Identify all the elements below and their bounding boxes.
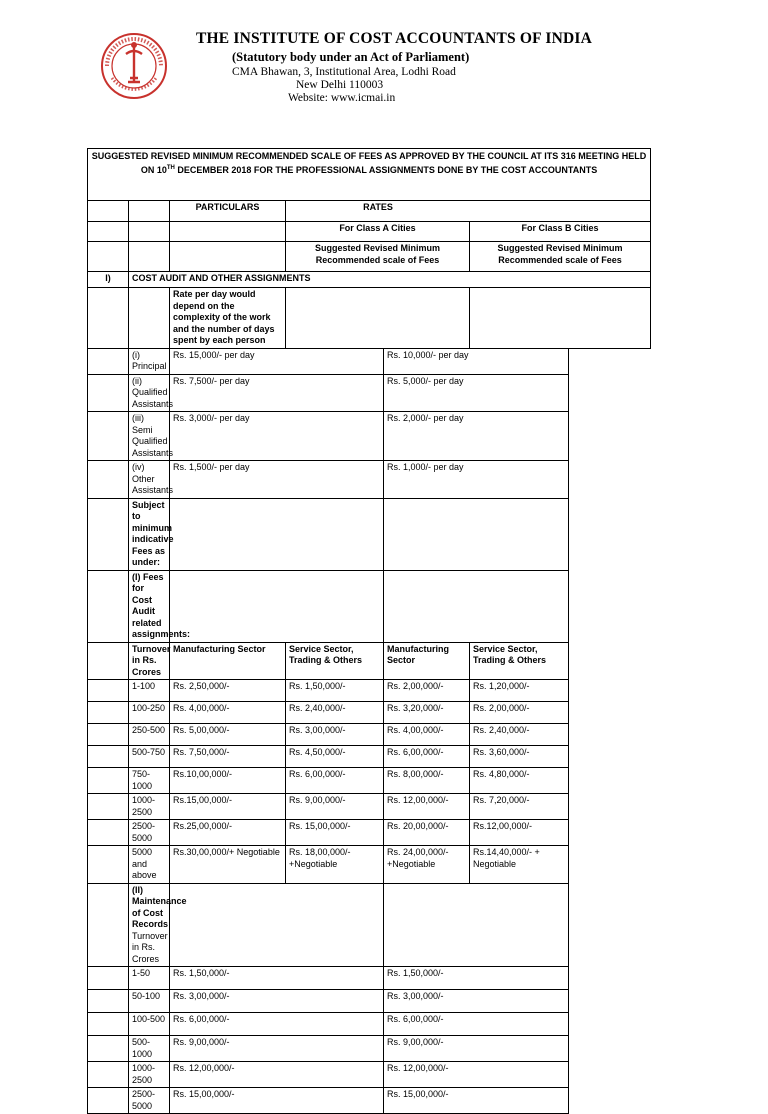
records-fee-row: [88, 1062, 651, 1088]
audit-fee-row: [88, 724, 651, 746]
records-class-a: Rs. 6,00,000/-: [170, 1013, 384, 1036]
header-row-1: [88, 201, 651, 222]
subject-note: Subject to minimum indicative Fees as under:: [129, 498, 170, 570]
records-turnover: 2500-5000: [129, 1088, 170, 1114]
records-fee-row: [88, 1088, 651, 1114]
rate-note: Rate per day would depend on the complexity of the work and the number of days spent by each person: [170, 288, 286, 349]
records-class-b: Rs. 3,00,000/-: [384, 990, 569, 1013]
records-class-a: Rs. 3,00,000/-: [170, 990, 384, 1013]
audit-class-b-mfg: Rs. 12,00,000/-: [384, 794, 470, 820]
class-a-head: For Class A Cities: [286, 222, 470, 242]
audit-col-mfg-a: Manufacturing Sector: [170, 642, 286, 680]
audit-class-b-svc: Rs. 2,00,000/-: [470, 702, 569, 724]
audit-header-row: [88, 642, 651, 680]
spacer-cell: [88, 967, 129, 990]
spacer-cell: [88, 461, 129, 499]
audit-turnover: 500-750: [129, 746, 170, 768]
records-fee-row: [88, 1013, 651, 1036]
records-subtitle: Turnover in Rs. Crores: [132, 930, 168, 964]
spacer-cell: [88, 1013, 129, 1036]
audit-class-b-mfg: Rs. 2,00,000/-: [384, 680, 470, 702]
audit-turnover: 1000-2500: [129, 794, 170, 820]
audit-class-b-mfg: Rs. 24,00,000/- +Negotiable: [384, 846, 470, 884]
spacer-cell: [88, 1088, 129, 1114]
particulars-head: PARTICULARS: [170, 201, 286, 222]
audit-class-b-svc: Rs.14,40,000/- + Negotiable: [470, 846, 569, 884]
audit-class-b-mfg: Rs. 8,00,000/-: [384, 768, 470, 794]
audit-class-a-svc: Rs. 1,50,000/-: [286, 680, 384, 702]
records-class-b: Rs. 12,00,000/-: [384, 1062, 569, 1088]
day-rates-body: [88, 348, 651, 498]
day-rate-row: [88, 374, 651, 412]
day-rate-class-b: Rs. 5,000/- per day: [384, 374, 569, 412]
records-turnover: 50-100: [129, 990, 170, 1013]
section-1-title: COST AUDIT AND OTHER ASSIGNMENTS: [129, 272, 651, 288]
records-title-row: [88, 883, 651, 967]
day-rate-class-a: Rs. 3,000/- per day: [170, 412, 384, 461]
audit-fee-row: [88, 846, 651, 884]
audit-turnover: 750-1000: [129, 768, 170, 794]
audit-fee-row: [88, 680, 651, 702]
rates-head: RATES: [286, 201, 651, 222]
audit-class-a-mfg: Rs. 2,50,000/-: [170, 680, 286, 702]
records-fee-row: [88, 967, 651, 990]
audit-fee-row: [88, 768, 651, 794]
audit-fee-row: [88, 820, 651, 846]
audit-class-b-svc: Rs. 1,20,000/-: [470, 680, 569, 702]
audit-class-b-mfg: Rs. 3,20,000/-: [384, 702, 470, 724]
audit-title-row: [88, 570, 651, 642]
audit-class-a-svc: Rs. 2,40,000/-: [286, 702, 384, 724]
audit-class-b-svc: Rs. 4,80,000/-: [470, 768, 569, 794]
records-fee-row: [88, 990, 651, 1013]
audit-class-b-svc: Rs.12,00,000/-: [470, 820, 569, 846]
class-b-suggested: Suggested Revised Minimum Recommended scale of Fees: [470, 242, 651, 272]
audit-class-a-mfg: Rs.15,00,000/-: [170, 794, 286, 820]
audit-class-b-svc: Rs. 7,20,000/-: [470, 794, 569, 820]
audit-class-a-mfg: Rs.10,00,000/-: [170, 768, 286, 794]
spacer-cell: [88, 990, 129, 1013]
records-class-b: Rs. 6,00,000/-: [384, 1013, 569, 1036]
spacer-cell: [88, 1062, 129, 1088]
audit-turnover: 2500-5000: [129, 820, 170, 846]
audit-fee-row: [88, 746, 651, 768]
audit-class-b-svc: Rs. 3,60,000/-: [470, 746, 569, 768]
day-rate-class-a: Rs. 15,000/- per day: [170, 348, 384, 374]
spacer-cell: [88, 794, 129, 820]
records-class-b: Rs. 15,00,000/-: [384, 1088, 569, 1114]
audit-col-turnover: Turnover in Rs. Crores: [129, 642, 170, 680]
audit-class-b-mfg: Rs. 4,00,000/-: [384, 724, 470, 746]
spacer-cell: [88, 820, 129, 846]
audit-class-a-mfg: Rs. 4,00,000/-: [170, 702, 286, 724]
class-b-head: For Class B Cities: [470, 222, 651, 242]
audit-turnover: 1-100: [129, 680, 170, 702]
banner-line-2: ON 10TH DECEMBER 2018 FOR THE PROFESSIONAL ASSIGNMENTS DONE BY THE COST ACCOUNTANTS: [140, 164, 598, 175]
audit-class-a-mfg: Rs. 7,50,000/-: [170, 746, 286, 768]
audit-class-a-mfg: Rs.30,00,000/+ Negotiable: [170, 846, 286, 884]
records-class-a: Rs. 15,00,000/-: [170, 1088, 384, 1114]
day-rate-class-b: Rs. 10,000/- per day: [384, 348, 569, 374]
records-rows-body: [88, 967, 651, 1114]
audit-col-mfg-b: Manufacturing Sector: [384, 642, 470, 680]
day-rate-class-b: Rs. 1,000/- per day: [384, 461, 569, 499]
records-class-a: Rs. 1,50,000/-: [170, 967, 384, 990]
audit-rows-body: [88, 680, 651, 884]
spacer-cell: [88, 1036, 129, 1062]
day-rate-row: [88, 412, 651, 461]
letterhead: [0, 28, 768, 128]
audit-class-a-svc: Rs. 15,00,000/-: [286, 820, 384, 846]
audit-class-a-mfg: Rs.25,00,000/-: [170, 820, 286, 846]
audit-class-b-svc: Rs. 2,40,000/-: [470, 724, 569, 746]
audit-turnover: 5000 and above: [129, 846, 170, 884]
audit-fee-row: [88, 702, 651, 724]
banner-line-1: SUGGESTED REVISED MINIMUM RECOMMENDED SCALE OF FEES AS APPROVED BY THE COUNCIL AT ITS 316 MEETING HELD: [91, 151, 647, 161]
audit-class-a-svc: Rs. 6,00,000/-: [286, 768, 384, 794]
section-1-number: I): [88, 272, 129, 288]
day-rate-row: [88, 461, 651, 499]
banner-row: [88, 149, 651, 201]
audit-class-a-svc: Rs. 4,50,000/-: [286, 746, 384, 768]
spacer-cell: [88, 374, 129, 412]
subject-row: [88, 498, 651, 570]
rate-note-row: [88, 288, 651, 349]
class-a-suggested: Suggested Revised Minimum Recommended scale of Fees: [286, 242, 470, 272]
spacer-cell: [88, 348, 129, 374]
spacer-cell: [88, 768, 129, 794]
city-line: New Delhi 110003: [296, 79, 384, 91]
records-class-a: Rs. 12,00,000/-: [170, 1062, 384, 1088]
section-1-row: [88, 272, 651, 288]
audit-class-a-mfg: Rs. 5,00,000/-: [170, 724, 286, 746]
records-turnover: 500-1000: [129, 1036, 170, 1062]
day-rate-class-b: Rs. 2,000/- per day: [384, 412, 569, 461]
spacer-cell: [88, 846, 129, 884]
spacer-cell: [88, 746, 129, 768]
statutory-line: (Statutory body under an Act of Parliament): [232, 50, 470, 64]
audit-turnover: 100-250: [129, 702, 170, 724]
audit-class-b-mfg: Rs. 20,00,000/-: [384, 820, 470, 846]
website-line: Website: www.icmai.in: [288, 92, 396, 104]
day-rate-class-a: Rs. 7,500/- per day: [170, 374, 384, 412]
address-line: CMA Bhawan, 3, Institutional Area, Lodhi Road: [232, 66, 456, 78]
records-turnover: 1-50: [129, 967, 170, 990]
day-rate-label: (iv) Other Assistants: [129, 461, 170, 499]
day-rate-row: [88, 348, 651, 374]
day-rate-label: (ii) Qualified Assistants: [129, 374, 170, 412]
header-row-3: [88, 242, 651, 272]
fee-schedule-table: [87, 148, 651, 1114]
audit-title: (I) Fees for Cost Audit related assignments:: [129, 570, 170, 642]
records-title-cell: [129, 883, 187, 967]
header-row-2: [88, 222, 651, 242]
records-title: (II) Maintenance of Cost Records: [132, 884, 187, 929]
spacer-cell: [88, 412, 129, 461]
institute-logo-icon: [100, 32, 168, 100]
records-turnover: 100-500: [129, 1013, 170, 1036]
audit-class-a-svc: Rs. 18,00,000/- +Negotiable: [286, 846, 384, 884]
records-class-a: Rs. 9,00,000/-: [170, 1036, 384, 1062]
records-fee-row: [88, 1036, 651, 1062]
records-class-b: Rs. 1,50,000/-: [384, 967, 569, 990]
spacer-cell: [88, 724, 129, 746]
records-class-b: Rs. 9,00,000/-: [384, 1036, 569, 1062]
day-rate-label: (i) Principal: [129, 348, 170, 374]
banner-cell: [88, 149, 651, 201]
audit-class-a-svc: Rs. 3,00,000/-: [286, 724, 384, 746]
spacer-cell: [88, 680, 129, 702]
spacer-cell: [88, 702, 129, 724]
day-rate-label: (iii) Semi Qualified Assistants: [129, 412, 170, 461]
audit-col-svc-b: Service Sector, Trading & Others: [470, 642, 569, 680]
audit-class-b-mfg: Rs. 6,00,000/-: [384, 746, 470, 768]
audit-turnover: 250-500: [129, 724, 170, 746]
audit-col-svc-a: Service Sector, Trading & Others: [286, 642, 384, 680]
institute-title: THE INSTITUTE OF COST ACCOUNTANTS OF INDIA: [196, 30, 592, 47]
records-turnover: 1000-2500: [129, 1062, 170, 1088]
day-rate-class-a: Rs. 1,500/- per day: [170, 461, 384, 499]
audit-fee-row: [88, 794, 651, 820]
audit-class-a-svc: Rs. 9,00,000/-: [286, 794, 384, 820]
